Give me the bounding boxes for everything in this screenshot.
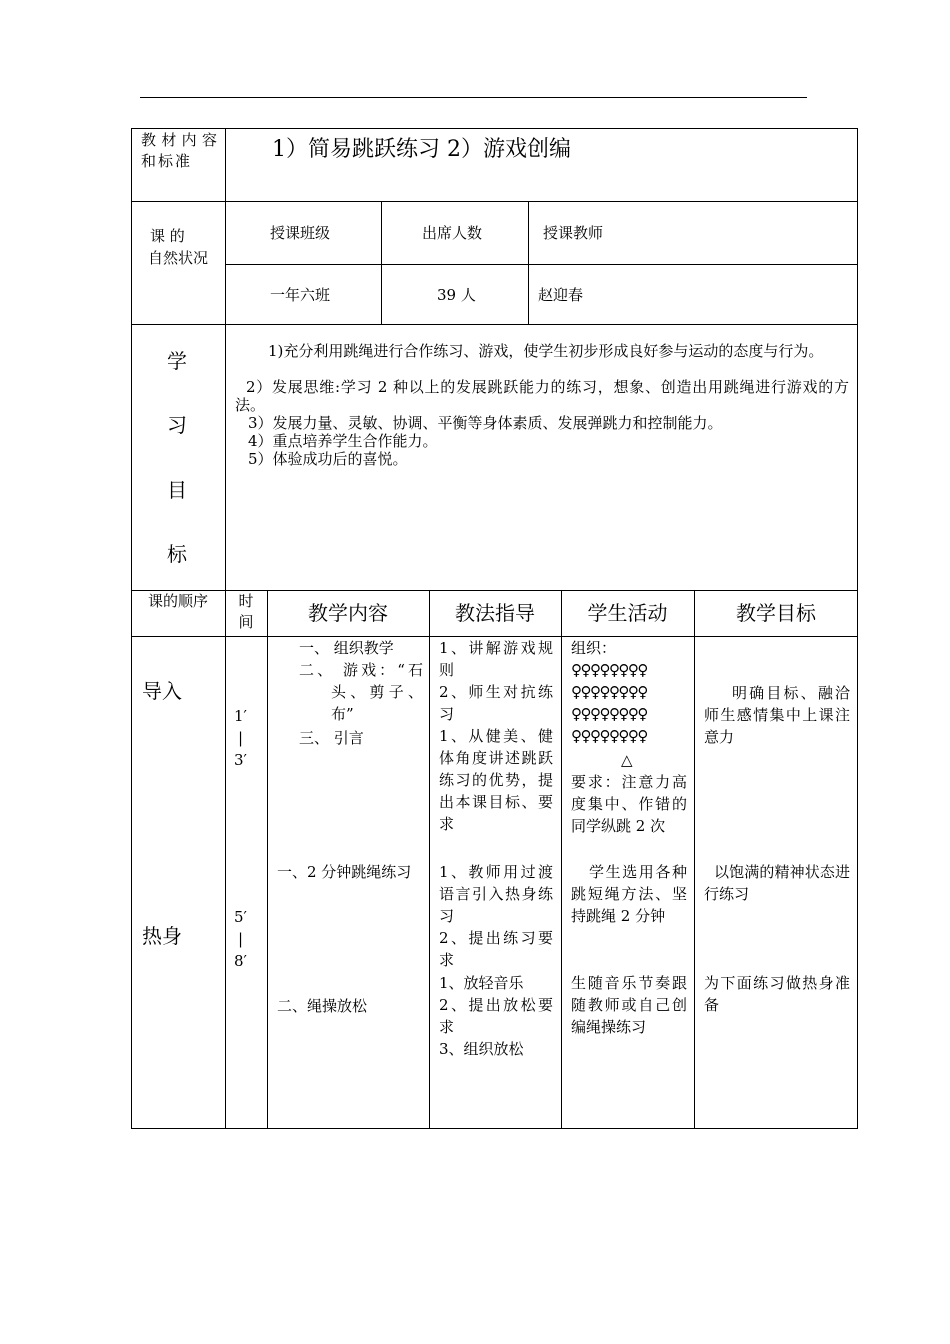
col-divider (528, 201, 529, 324)
row-divider (225, 264, 858, 265)
warmup-method: 1、教师用过渡语言引入热身练习 2、提出练习要求 (439, 863, 553, 969)
teacher-triangle-icon: △ (621, 751, 633, 769)
intro-method: 1、讲解游戏规则 2、师生对抗练习 1、从健美、健体角度讲述跳跃练习的优势，提出本课目标、要求 (439, 639, 553, 833)
section-warmup-name: 热身 (142, 924, 182, 948)
section-intro-name: 导入 (142, 679, 182, 703)
intro-activity-label: 组织： (571, 639, 617, 657)
objective-item: 3）发展力量、灵敏、协调、平衡等身体素质、发展弹跳力和控制能力。 (248, 414, 723, 432)
col-header-time: 时间 (238, 592, 254, 631)
col-header-activity: 学生活动 (587, 601, 668, 625)
col-divider (267, 590, 268, 1129)
warmup-activity: 学生选用各种跳短绳方法、坚持跳绳 2 分钟 (571, 863, 687, 925)
warmup-content-item: 二、绳操放松 (277, 997, 368, 1015)
intro-content-item: 三、 引言 (299, 729, 364, 747)
natural-situation-label-1: 课 的 (150, 227, 185, 245)
formation-row: ♀♀♀♀♀♀♀♀ (571, 727, 647, 745)
warmup-method: 1、放轻音乐 2、提出放松要求 3、组织放松 (439, 974, 553, 1058)
row-divider (131, 201, 858, 202)
warmup-time-end: 8′ (234, 952, 247, 970)
warmup-goal: 以饱满的精神状态进行练习 (704, 863, 850, 903)
teacher-label: 授课教师 (543, 224, 604, 242)
col-header-method: 教法指导 (455, 601, 535, 625)
class-label: 授课班级 (270, 224, 331, 242)
objective-item: 1)充分利用跳绳进行合作练习、游戏，使学生初步形成良好参与运动的态度与行为。 (268, 342, 824, 360)
col-divider (429, 590, 430, 1129)
col-divider (561, 590, 562, 1129)
objectives-label-char: 标 (167, 542, 187, 566)
warmup-activity: 生随音乐节奏跟随教师或自己创编绳操练习 (571, 974, 687, 1036)
attendance-value: 39 人 (437, 286, 476, 304)
warmup-time-sep: | (238, 930, 244, 948)
col-divider (225, 128, 226, 1129)
formation-row: ♀♀♀♀♀♀♀♀ (571, 705, 647, 723)
objective-item: 5）体验成功后的喜悦。 (248, 450, 408, 468)
formation-row: ♀♀♀♀♀♀♀♀ (571, 683, 647, 701)
col-header-goal: 教学目标 (736, 601, 816, 625)
col-divider (381, 201, 382, 324)
intro-goal: 明确目标、融洽师生感情集中上课注意力 (704, 684, 850, 746)
intro-time-end: 3′ (234, 751, 247, 769)
top-rule (140, 97, 807, 98)
objective-item: 4）重点培养学生合作能力。 (248, 432, 438, 450)
col-header-order: 课的顺序 (147, 592, 208, 610)
content-standard-label: 教材内容和标准 (141, 131, 219, 170)
intro-content-item: 一、 组织教学 (299, 639, 394, 657)
warmup-goal: 为下面练习做热身准备 (704, 974, 850, 1014)
intro-time-sep: | (238, 729, 244, 747)
objectives-label-char: 学 (167, 349, 187, 373)
warmup-time-start: 5′ (234, 908, 247, 926)
row-divider (131, 324, 858, 325)
col-header-content: 教学内容 (308, 601, 388, 625)
formation-row: ♀♀♀♀♀♀♀♀ (571, 661, 647, 679)
objective-item: 2）发展思维:学习 2 种以上的发展跳跃能力的练习，想象、创造出用跳绳进行游戏的方法。 (235, 378, 849, 414)
objectives-label-char: 目 (167, 478, 187, 502)
intro-content-item: 二、 游戏：“石头、剪子、布” (299, 661, 423, 723)
intro-time-start: 1′ (234, 707, 247, 725)
class-value: 一年六班 (270, 286, 331, 304)
col-divider (694, 590, 695, 1129)
content-standard-value: 1）简易跳跃练习 2）游戏创编 (272, 137, 571, 162)
attendance-label: 出席人数 (422, 224, 483, 242)
warmup-content-item: 一、2 分钟跳绳练习 (277, 863, 412, 881)
teacher-value: 赵迎春 (538, 286, 584, 304)
intro-activity-requirement: 要求：注意力高度集中、作错的同学纵跳 2 次 (571, 773, 687, 835)
objectives-label-char: 习 (167, 413, 187, 437)
natural-situation-label-2: 自然状况 (148, 249, 209, 267)
